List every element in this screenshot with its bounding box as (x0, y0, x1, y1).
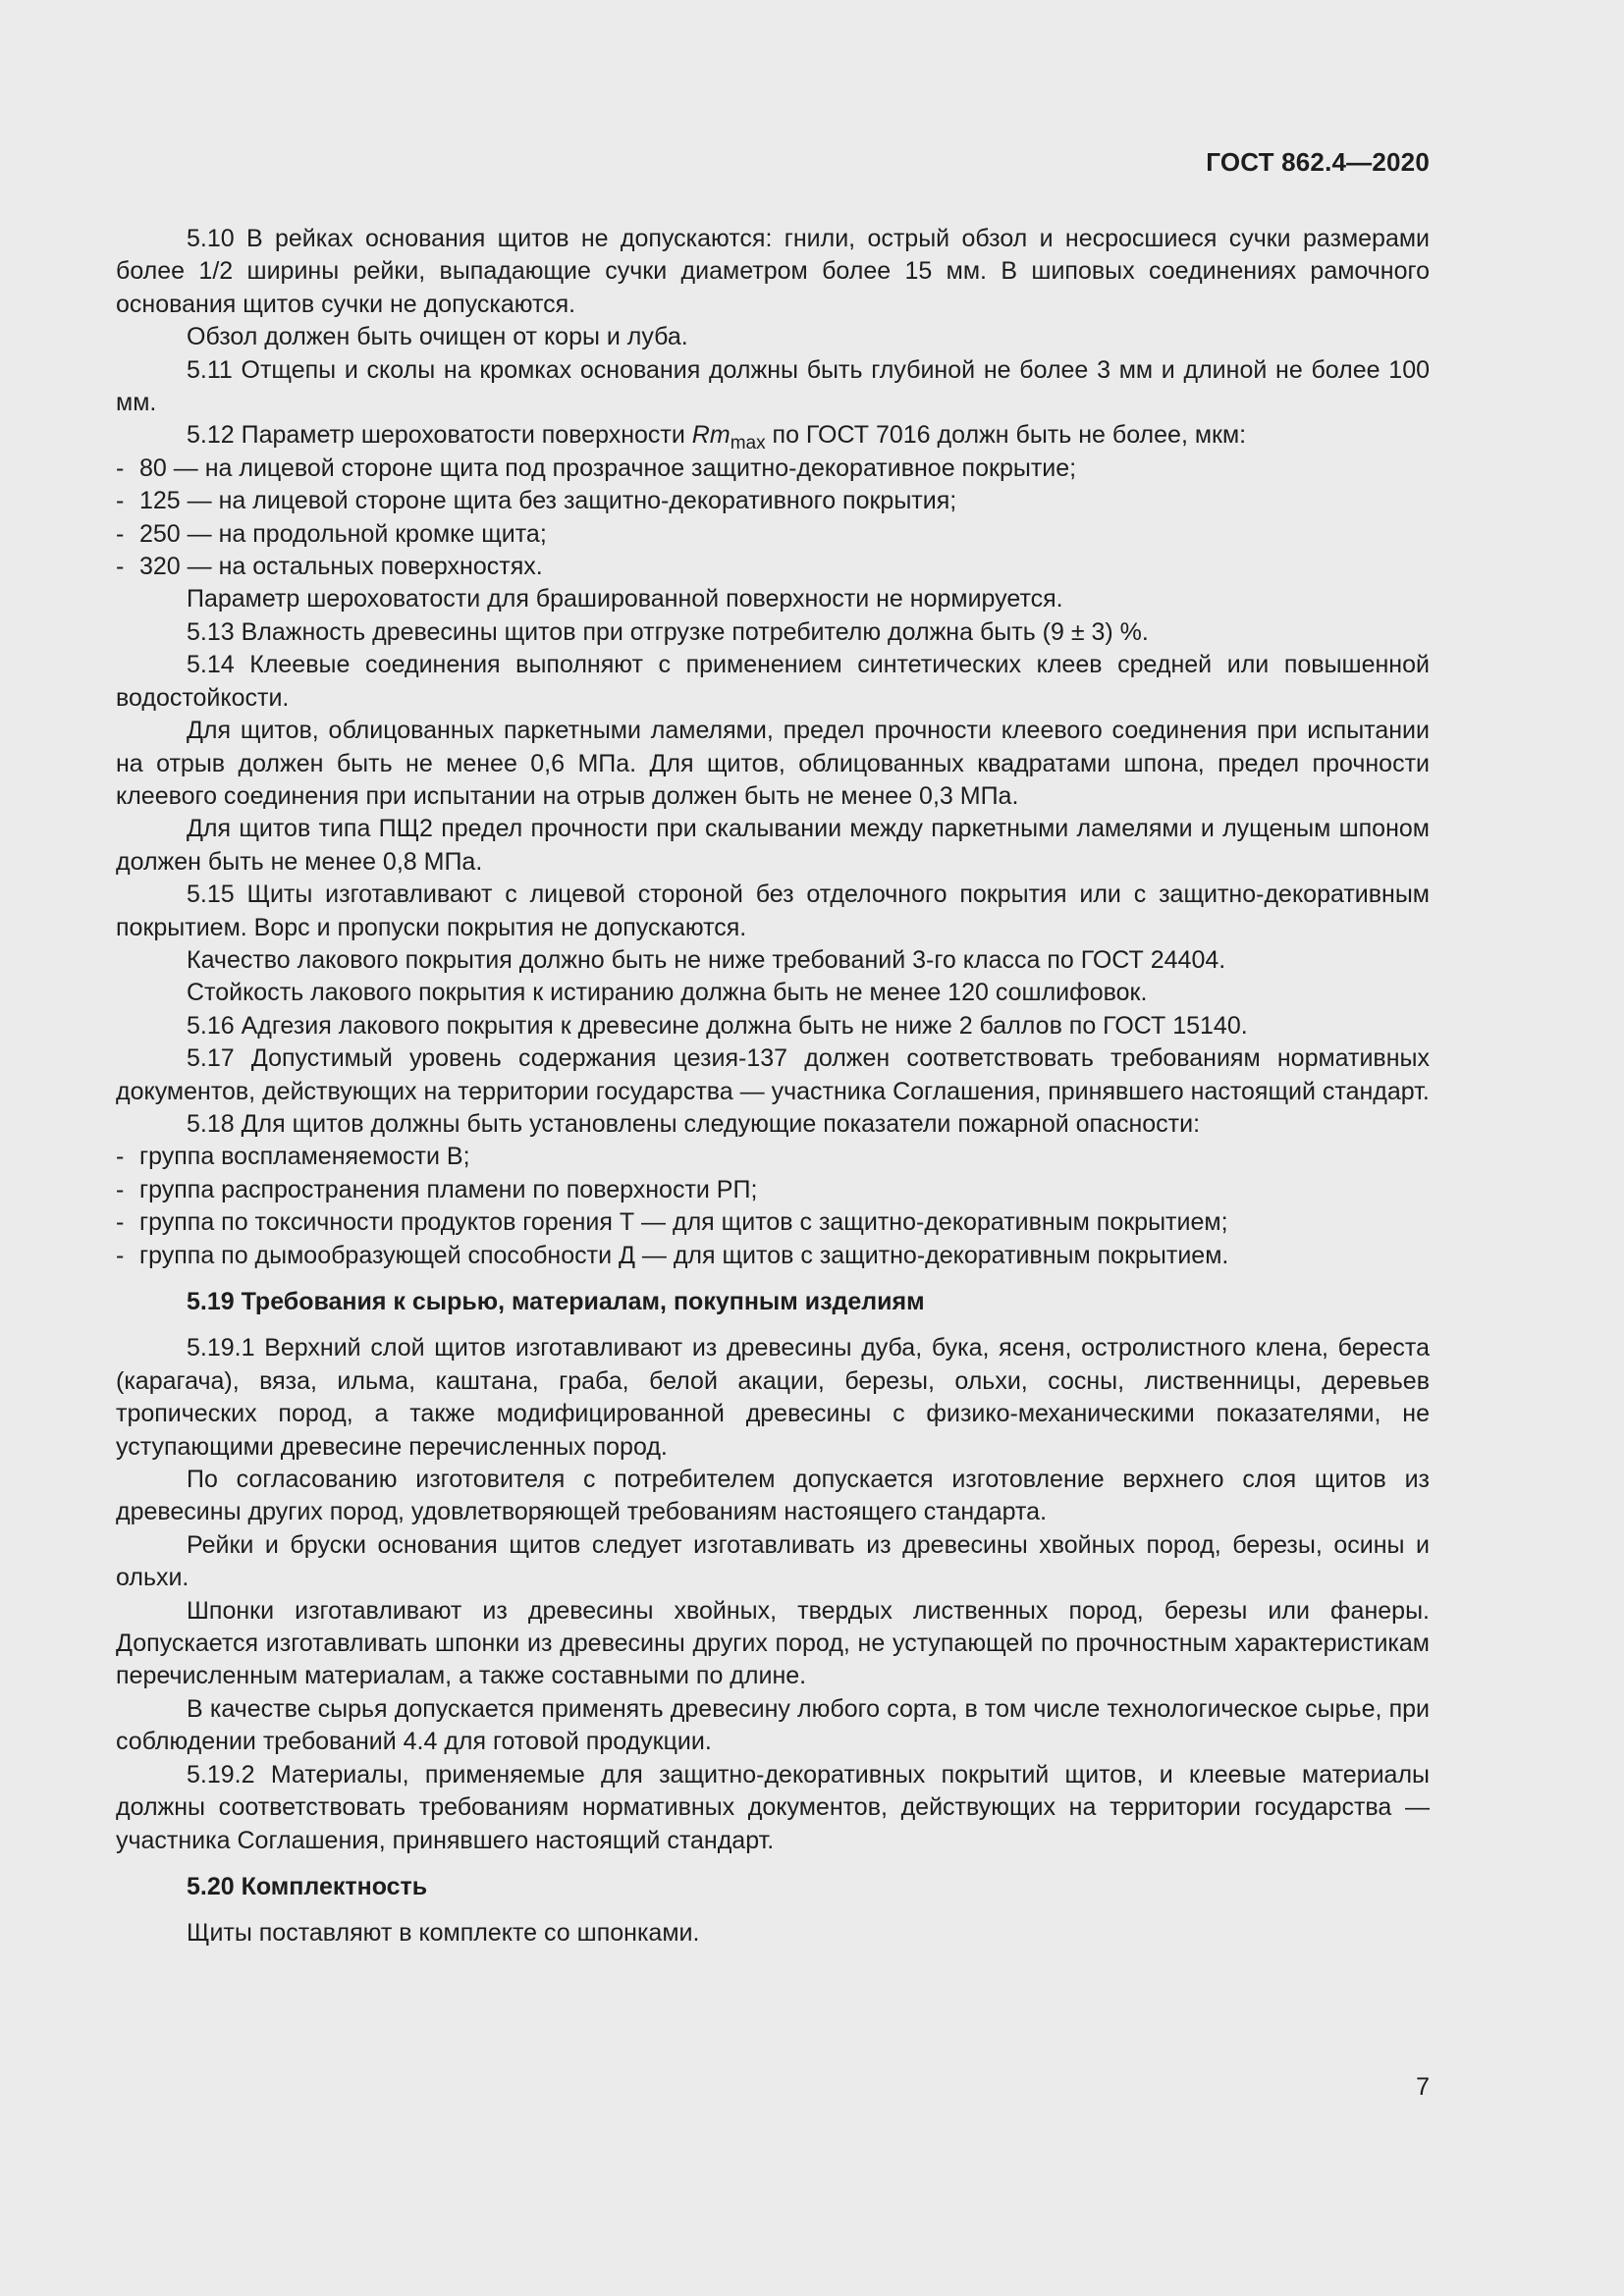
paragraph-5-19-1-b: По согласованию изготовителя с потребителем допускается изготовление верхнего слоя щитов из древесины других пород, удовлетворяющей требованиям настоящего стандарта. (116, 1466, 1430, 1526)
paragraph-5-20: Щиты поставляют в комплекте со шпонками. (187, 1919, 700, 1948)
paragraph-5-16: 5.16 Адгезия лакового покрытия к древесине должна быть не ниже 2 баллов по ГОСТ 15140. (187, 1011, 1248, 1040)
paragraph-5-19-1-d: Шпонки изготавливают из древесины хвойных, твердых лиственных пород, березы или фанеры. Допускается изготавливать шпонки из древесины других пород, не уступающей по прочностным характеристикам перечисленным материалам, а также составными по длине. (116, 1596, 1430, 1690)
paragraph-5-12-note: Параметр шероховатости для брашированной поверхности не нормируется. (187, 585, 1063, 614)
list-item: - группа по дымообразующей способности Д — для щитов с защитно-декоративным покрытием. (116, 1241, 1229, 1269)
paragraph-5-15-b: Качество лакового покрытия должно быть не ниже требований 3-го класса по ГОСТ 24404. (187, 945, 1226, 974)
paragraph-5-12-tail: по ГОСТ 7016 должн быть не более, мкм: (765, 421, 1247, 450)
list-item: - группа распространения пламени по поверхности РП; (116, 1175, 758, 1203)
paragraph-5-19-1: 5.19.1 Верхний слой щитов изготавливают из древесины дуба, бука, ясеня, остролистного клена, береста (карагача), вяза, ильма, каштана, граба, белой акации, березы, ольхи, сосны, лиственницы, деревьев тропических пород, а также модифицированной древесины с физико-механическими показателями, не уступающими древесине перечисленных пород. (116, 1334, 1430, 1461)
list-item: - 320 — на остальных поверхностях. (116, 553, 543, 581)
document-page (116, 0, 1430, 2296)
list-item: - 125 — на лицевой стороне щита без защитно-декоративного покрытия; (116, 487, 957, 515)
section-heading-5-19: 5.19 Требования к сырью, материалам, покупным изделиям (187, 1288, 925, 1315)
list-item: - группа воспламеняемости В; (116, 1143, 470, 1171)
list-item: - группа по токсичности продуктов горения Т — для щитов с защитно-декоративным покрытием; (116, 1208, 1228, 1237)
paragraph-5-12-lead: 5.12 Параметр шероховатости поверхности (187, 421, 692, 450)
list-item: - 80 — на лицевой стороне щита под прозрачное защитно-декоративное покрытие; (116, 454, 1077, 482)
paragraph-5-18: 5.18 Для щитов должны быть установлены следующие показатели пожарной опасности: (187, 1109, 1201, 1138)
paragraph-5-10-note: Обзол должен быть очищен от коры и луба. (187, 323, 688, 351)
roughness-subscript: max (730, 433, 766, 454)
paragraph-5-17: 5.17 Допустимый уровень содержания цезия-137 должен соответствовать требованиям нормативных документов, действующих на территории государства — участника Соглашения, принявшего настоящий стандарт. (116, 1044, 1430, 1105)
page-number: 7 (1416, 2073, 1430, 2101)
paragraph-5-19-1-c: Рейки и бруски основания щитов следует изготавливать из древесины хвойных пород, березы, осины и ольхи. (116, 1530, 1430, 1592)
paragraph-5-14: 5.14 Клеевые соединения выполняют с применением синтетических клеев средней или повышенной водостойкости. (116, 651, 1430, 712)
paragraph-5-12 (116, 419, 1430, 452)
paragraph-5-19-2: 5.19.2 Материалы, применяемые для защитно-декоративных покрытий щитов, и клеевые материалы должны соответствовать требованиям нормативных документов, действующих на территории государства — участника Соглашения, принявшего настоящий стандарт. (116, 1760, 1430, 1854)
section-heading-5-20: 5.20 Комплектность (187, 1872, 428, 1900)
paragraph-5-13: 5.13 Влажность древесины щитов при отгрузке потребителю должна быть (9 ± 3) %. (187, 617, 1149, 646)
roughness-symbol: Rm (691, 421, 731, 450)
paragraph-5-10: 5.10 В рейках основания щитов не допускаются: гнили, острый обзол и несросшиеся сучки размерами более 1/2 ширины рейки, выпадающие сучки диаметром более 15 мм. В шиповых соединениях рамочного основания щитов сучки не допускаются. (116, 225, 1430, 318)
paragraph-5-14-c: Для щитов типа ПЩ2 предел прочности при скалывании между паркетными ламелями и лущеным шпоном должен быть не менее 0,8 МПа. (116, 815, 1430, 876)
paragraph-5-14-b: Для щитов, облицованных паркетными ламелями, предел прочности клеевого соединения при испытании на отрыв должен быть не менее 0,6 МПа. Для щитов, облицованных квадратами шпона, предел прочности клеевого соединения при испытании на отрыв должен быть не менее 0,3 МПа. (116, 717, 1430, 810)
paragraph-5-11: 5.11 Отщепы и сколы на кромках основания должны быть глубиной не более 3 мм и длиной не более 100 мм. (116, 355, 1430, 417)
list-item: - 250 — на продольной кромке щита; (116, 519, 547, 548)
paragraph-5-15: 5.15 Щиты изготавливают с лицевой стороной без отделочного покрытия или с защитно-декоративным покрытием. Ворс и пропуски покрытия не допускаются. (116, 881, 1430, 941)
paragraph-5-19-1-e: В качестве сырья допускается применять древесину любого сорта, в том числе технологическое сырье, при соблюдении требований 4.4 для готовой продукции. (116, 1694, 1430, 1756)
paragraph-5-15-c: Стойкость лакового покрытия к истиранию должна быть не менее 120 сошлифовок. (187, 979, 1148, 1007)
document-header: ГОСТ 862.4—2020 (1206, 147, 1430, 177)
document-body (116, 223, 1430, 1950)
